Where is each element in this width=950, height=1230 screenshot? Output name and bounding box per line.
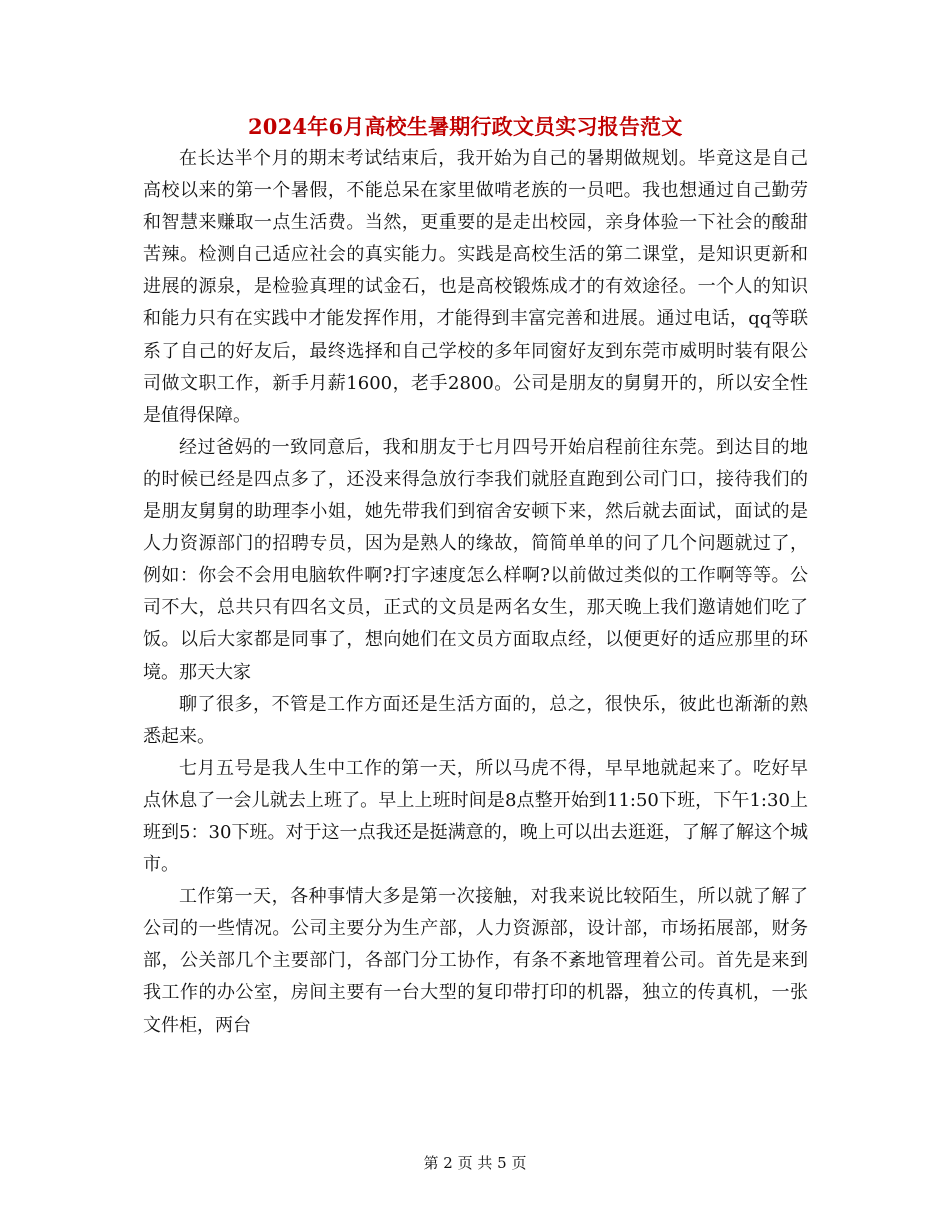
paragraph: 七月五号是我人生中工作的第一天，所以马虎不得，早早地就起来了。吃好早点休息了一会儿就去上班了。早上上班时间是8点整开始到11:50下班，下午1:30上班到5：30下班。对于这一点我还是挺满意的，晚上可以出去逛逛，了解了解这个城市。 xyxy=(143,757,808,876)
paragraph: 在长达半个月的期末考试结束后，我开始为自己的暑期做规划。毕竟这是自己高校以来的第一个暑假，不能总呆在家里做啃老族的一员吧。我也想通过自己勤劳和智慧来赚取一点生活费。当然，更重要的是走出校园，亲身体验一下社会的酸甜苦辣。检测自己适应社会的真实能力。实践是高校生活的第二课堂，是知识更新和进展的源泉，是检验真理的试金石，也是高校锻炼成才的有效途径。一个人的知识和能力只有在实践中才能发挥作用，才能得到丰富完善和进展。通过电话，qq等联系了自己的好友后，最终选择和自己学校的多年同窗好友到东莞市威明时装有限公司做文职工作，新手月薪1600，老手2800。公司是朋友的舅舅开的，所以安全性是值得保障。 xyxy=(143,148,808,426)
paragraph: 工作第一天，各种事情大多是第一次接触，对我来说比较陌生，所以就了解了公司的一些情况。公司主要分为生产部，人力资源部，设计部，市场拓展部，财务部，公关部几个主要部门，各部门分工协作，有条不紊地管理着公司。首先是来到我工作的办公室，房间主要有一台大型的复印带打印的机器，独立的传真机，一张文件柜，两台 xyxy=(143,886,808,1036)
document-title: 2024年6月高校生暑期行政文员实习报告范文 xyxy=(248,114,683,139)
document-body xyxy=(143,143,808,1042)
paragraph: 经过爸妈的一致同意后，我和朋友于七月四号开始启程前往东莞。到达目的地的时候已经是四点多了，还没来得急放行李我们就胫直跑到公司门口，接待我们的是朋友舅舅的助理李小姐，她先带我们到宿舍安顿下来，然后就去面试，面试的是人力资源部门的招聘专员，因为是熟人的缘故，简简单单的问了几个问题就过了，例如：你会不会用电脑软件啊?打字速度怎么样啊?以前做过类似的工作啊等等。公司不大，总共只有四名文员，正式的文员是两名女生，那天晚上我们邀请她们吃了饭。以后大家都是同事了，想向她们在文员方面取点经，以便更好的适应那里的环境。那天大家 xyxy=(143,436,808,683)
paragraph: 聊了很多，不管是工作方面还是生活方面的，总之，很快乐，彼此也渐渐的熟悉起来。 xyxy=(143,693,808,747)
page-number-footer: 第 2 页 共 5 页 xyxy=(423,1154,527,1172)
